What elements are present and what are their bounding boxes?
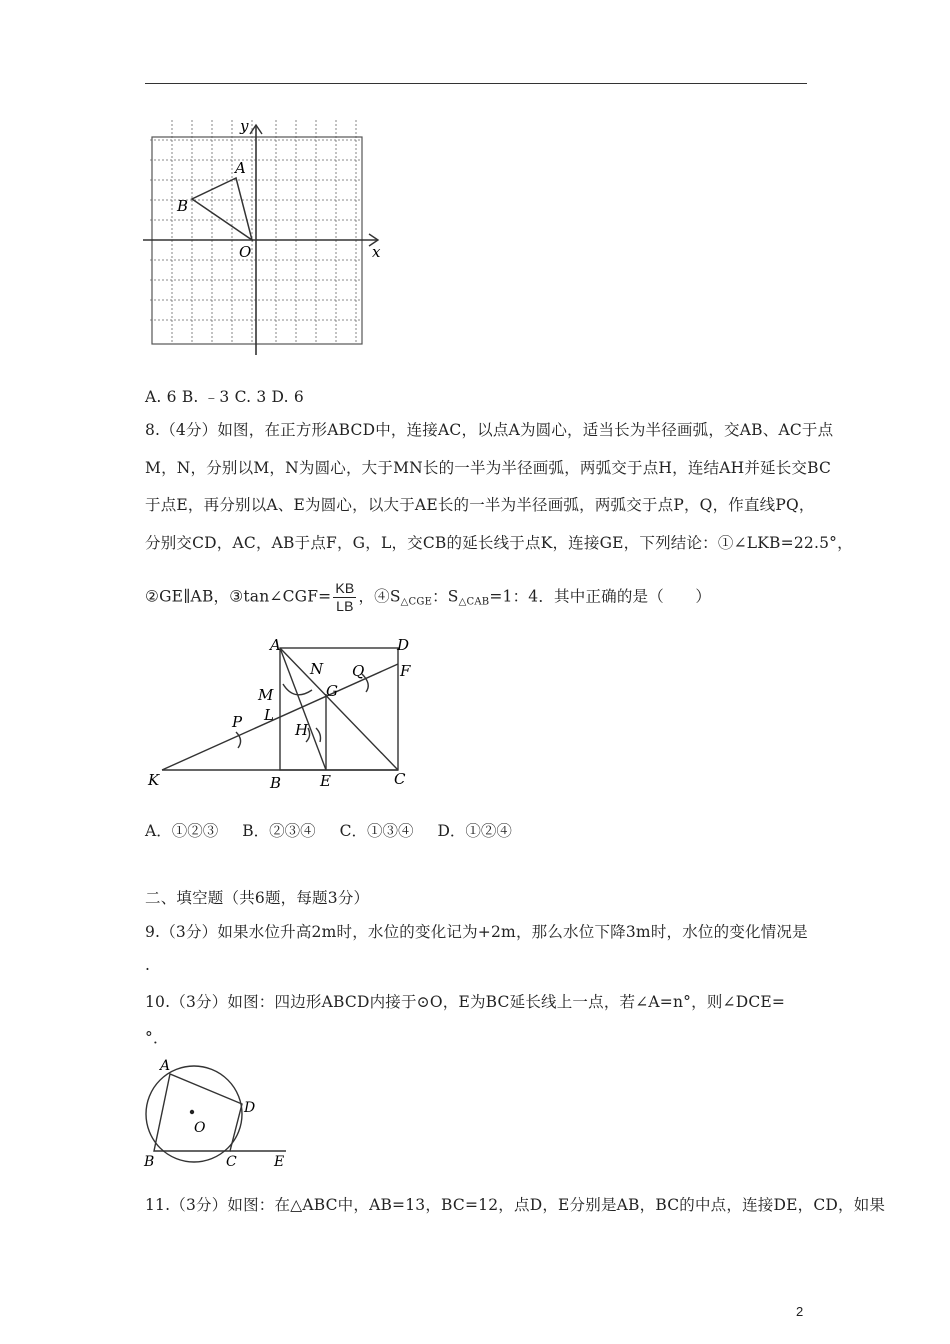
fraction-denominator: LB xyxy=(336,598,354,614)
label-b: B xyxy=(144,1154,155,1170)
label-k: K xyxy=(148,771,160,789)
axis-x-label: x xyxy=(372,243,381,261)
section-2-title: 二、填空题（共6题，每题3分） xyxy=(145,889,370,907)
label-c: C xyxy=(394,770,406,788)
subscript-cge: △CGE xyxy=(400,596,433,608)
fraction-kb-lb xyxy=(333,580,356,615)
q8-line-5-part3: ：S xyxy=(432,587,459,606)
label-q: Q xyxy=(352,662,365,680)
q8-line-3: 于点E，再分别以A、E为圆心，以大于AE长的一半为半径画弧，两弧交于点P，Q，作直线PQ， xyxy=(145,496,815,514)
q10-circle-figure xyxy=(140,1052,300,1172)
label-g: G xyxy=(326,682,338,700)
header-rule xyxy=(145,83,807,84)
q9-line-2: . xyxy=(145,956,151,974)
point-b-label: B xyxy=(177,197,189,215)
q8-line-5-part1: ②GE∥AB，③tan∠CGF= xyxy=(145,587,332,606)
q11-line-1: 11.（3分）如图：在△ABC中，AB=13，BC=12，点D，E分别是AB，BC的中点，连接DE，CD，如果 xyxy=(145,1196,886,1214)
axis-y-label: y xyxy=(240,117,249,135)
label-h: H xyxy=(295,721,309,739)
q8-options xyxy=(145,819,536,841)
q7-grid-figure xyxy=(140,115,390,360)
center-dot xyxy=(190,1110,194,1114)
label-p: P xyxy=(232,713,243,731)
circle-o xyxy=(146,1066,242,1162)
q10-line-2: °． xyxy=(145,1029,169,1047)
q10-line-1: 10.（3分）如图：四边形ABCD内接于⊙O，E为BC延长线上一点，若∠A=n°，则∠DCE= xyxy=(145,993,786,1011)
fraction-numerator: KB xyxy=(335,580,355,596)
subscript-cab: △CAB xyxy=(458,596,490,608)
label-l: L xyxy=(264,706,274,724)
point-o-label: O xyxy=(239,243,252,261)
page-number: 2 xyxy=(796,1304,804,1319)
label-n: N xyxy=(310,660,324,678)
q8-line-5-part4: =1：4．其中正确的是（ ） xyxy=(489,587,712,606)
label-m: M xyxy=(258,686,274,704)
q8-line-1: 8.（4分）如图，在正方形ABCD中，连接AC，以点A为圆心，适当长为半径画弧，交AB、AC于点 xyxy=(145,421,834,439)
q7-options: A. 6 B. ﹣3 C. 3 D. 6 xyxy=(145,388,304,406)
q8-line-4: 分别交CD，AC，AB于点F，G，L，交CB的延长线于点K，连接GE，下列结论：①∠LKB=22.5°， xyxy=(145,534,853,552)
arc-h-2 xyxy=(316,728,321,742)
label-e: E xyxy=(274,1154,285,1170)
point-a-label: A xyxy=(235,159,246,177)
q8-option-b: B．②③④ xyxy=(242,822,316,840)
label-a: A xyxy=(270,636,281,654)
label-b: B xyxy=(270,774,282,792)
label-a: A xyxy=(160,1058,171,1074)
q9-line-1: 9.（3分）如果水位升高2m时，水位的变化记为+2m，那么水位下降3m时，水位的变化情况是 xyxy=(145,923,808,941)
label-o: O xyxy=(194,1120,206,1136)
q8-line-2: M，N，分别以M，N为圆心，大于MN长的一半为半径画弧，两弧交于点H，连结AH并延长交BC xyxy=(145,459,832,477)
label-f: F xyxy=(400,662,411,680)
q8-option-a: A．①②③ xyxy=(145,822,219,840)
q8-square-figure xyxy=(140,632,430,797)
q8-line-5-part2: ，④S xyxy=(358,587,401,606)
q8-option-d: D．①②④ xyxy=(437,822,512,840)
q8-option-c: C．①③④ xyxy=(339,822,414,840)
q8-line-5 xyxy=(145,580,711,615)
quadrilateral-abcd xyxy=(154,1074,242,1151)
label-d: D xyxy=(244,1100,256,1116)
triangle-abo xyxy=(192,178,252,240)
label-d: D xyxy=(397,636,410,654)
label-e: E xyxy=(320,772,331,790)
label-c: C xyxy=(226,1154,237,1170)
